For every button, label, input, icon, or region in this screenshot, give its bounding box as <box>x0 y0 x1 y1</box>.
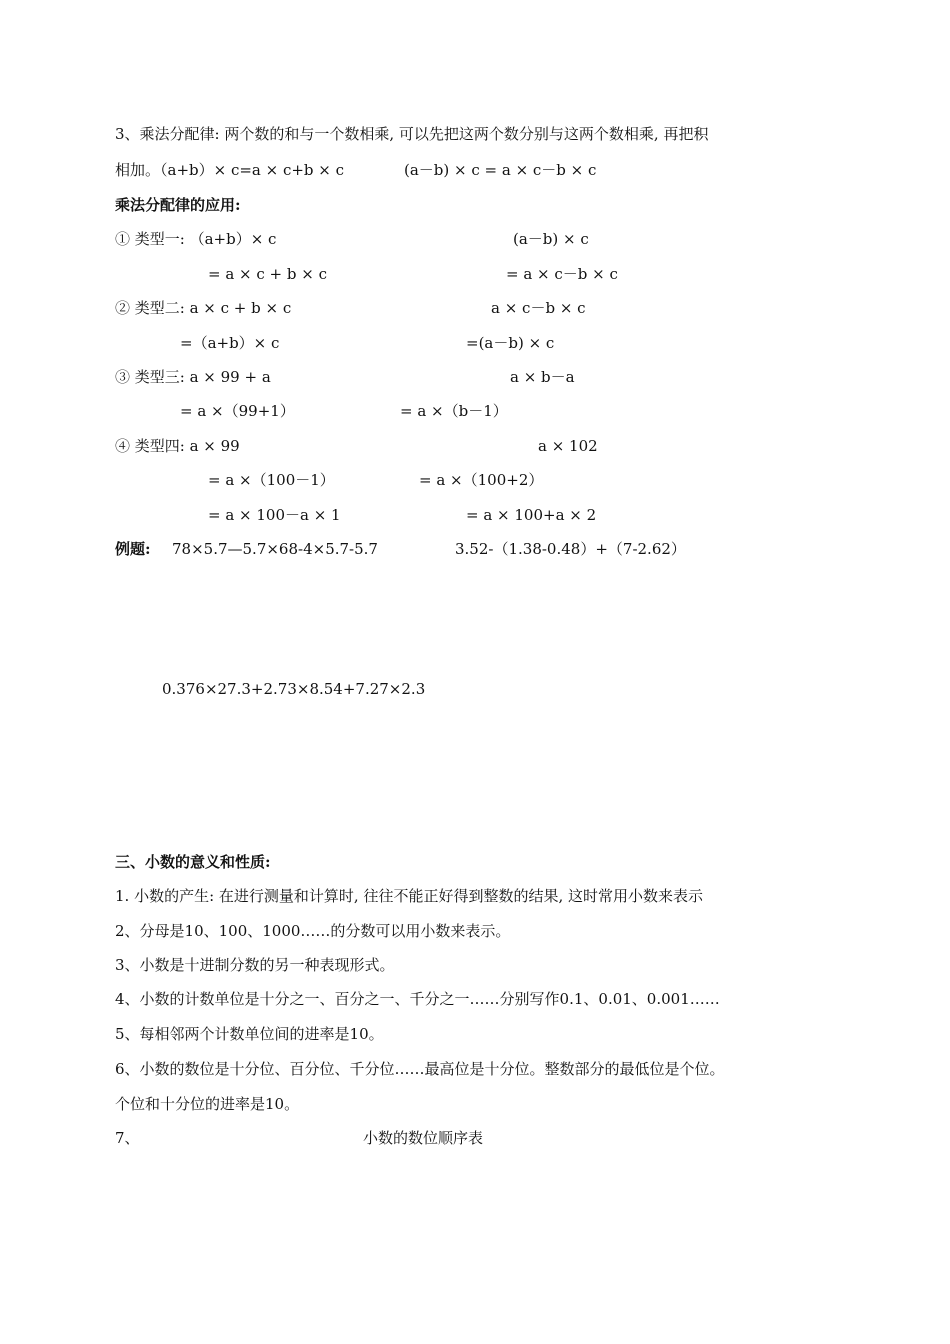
type1-right: (a－b) × c <box>513 230 589 248</box>
type3-right: a × b－a <box>510 368 575 386</box>
decimals-item-1: 1. 小数的产生: 在进行测量和计算时, 往往不能正好得到整数的结果, 这时常用小数来表示 <box>115 887 703 905</box>
type4-label: ④ 类型四: a × 99 <box>115 437 240 455</box>
decimals-item-5: 5、每相邻两个计数单位间的进率是10。 <box>115 1025 384 1043</box>
decimals-item-7-number: 7、 <box>115 1129 140 1147</box>
type2-step-right: =(a－b) × c <box>466 334 555 352</box>
decimals-item-2: 2、分母是10、100、1000……的分数可以用小数来表示。 <box>115 922 511 940</box>
decimals-item-4: 4、小数的计数单位是十分之一、百分之一、千分之一……分别写作0.1、0.01、0.001…… <box>115 990 720 1008</box>
decimals-item-6-line1: 6、小数的数位是十分位、百分位、千分位……最高位是十分位。整数部分的最低位是个位。 <box>115 1060 725 1078</box>
type3-label: ③ 类型三: a × 99 + a <box>115 368 271 386</box>
law-formula-subtraction: (a－b) × c = a × c－b × c <box>404 161 597 179</box>
place-value-table-title: 小数的数位顺序表 <box>363 1129 484 1147</box>
decimals-heading: 三、小数的意义和性质: <box>115 853 271 871</box>
type3-step-right: = a ×（b－1） <box>400 402 508 420</box>
applications-heading: 乘法分配律的应用: <box>115 196 241 214</box>
type2-label: ② 类型二: a × c + b × c <box>115 299 292 317</box>
example-problem-1: 78×5.7—5.7×68-4×5.7-5.7 <box>172 540 378 558</box>
type4-step1-left: = a ×（100－1） <box>208 471 335 489</box>
example-problem-2: 3.52-（1.38-0.48）+（7-2.62） <box>455 540 686 558</box>
example-problem-3: 0.376×27.3+2.73×8.54+7.27×2.3 <box>162 680 426 698</box>
decimals-item-3: 3、小数是十进制分数的另一种表现形式。 <box>115 956 395 974</box>
type4-right: a × 102 <box>538 437 598 455</box>
decimals-item-6-line2: 个位和十分位的进率是10。 <box>115 1095 300 1113</box>
law-definition-line2: 相加。（a+b）× c=a × c+b × c <box>115 161 345 179</box>
type4-step1-right: = a ×（100+2） <box>419 471 544 489</box>
law-definition-line1: 3、乘法分配律: 两个数的和与一个数相乘, 可以先把这两个数分别与这两个数相乘, 再把积 <box>115 125 709 143</box>
type1-step-left: = a × c + b × c <box>208 265 327 283</box>
type4-step2-left: = a × 100－a × 1 <box>208 506 341 524</box>
type4-step2-right: = a × 100+a × 2 <box>466 506 597 524</box>
example-label: 例题: <box>115 540 151 558</box>
type3-step-left: = a ×（99+1） <box>180 402 295 420</box>
type1-step-right: = a × c－b × c <box>506 265 618 283</box>
type2-step-left: =（a+b）× c <box>180 334 280 352</box>
type2-right: a × c－b × c <box>491 299 586 317</box>
type1-label: ① 类型一: （a+b）× c <box>115 230 277 248</box>
